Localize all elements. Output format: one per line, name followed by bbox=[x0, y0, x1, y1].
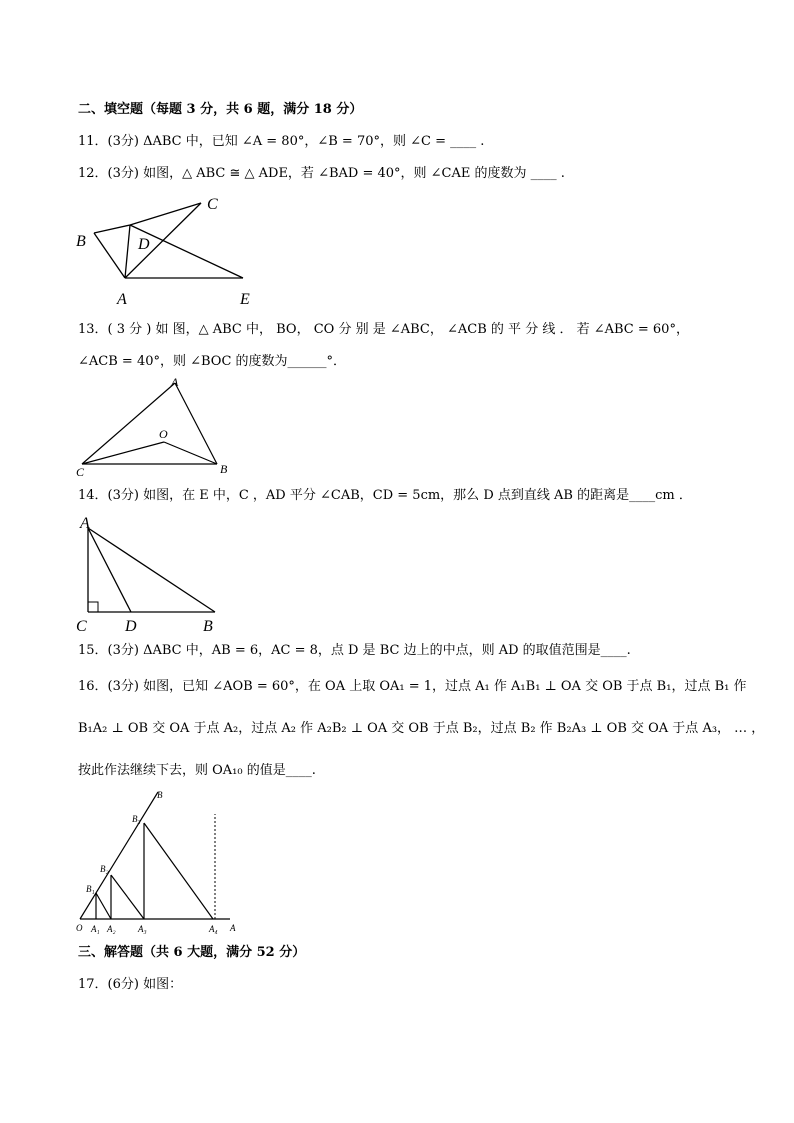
label-C: C bbox=[76, 618, 87, 635]
label-B3: B₃ bbox=[132, 814, 141, 824]
label-B2: B₂ bbox=[100, 864, 109, 874]
label-C: C bbox=[76, 465, 85, 479]
label-O: O bbox=[159, 427, 168, 441]
question-17: 17．(6分) 如图： bbox=[78, 977, 183, 992]
figure-q13 bbox=[70, 372, 240, 480]
figure-q16 bbox=[70, 786, 250, 936]
label-E: E bbox=[240, 291, 250, 308]
label-A1: A₁ bbox=[91, 924, 100, 934]
figure-q14 bbox=[70, 508, 230, 636]
label-D: D bbox=[125, 618, 137, 635]
label-B: B bbox=[157, 790, 163, 800]
label-O: O bbox=[76, 923, 83, 933]
question-12: 12．(3分) 如图，△ ABC ≅ △ ADE，若 ∠BAD = 40°，则 ∠CAE 的度数为 ____ . bbox=[78, 166, 565, 181]
label-A2: A₂ bbox=[107, 924, 116, 934]
label-D: D bbox=[138, 236, 150, 253]
label-B: B bbox=[203, 618, 213, 635]
label-A: A bbox=[117, 291, 127, 308]
label-B1: B₁ bbox=[86, 884, 95, 894]
question-16-line-3: 按此作法继续下去，则 OA₁₀ 的值是____. bbox=[78, 763, 316, 778]
question-15: 15．(3分) ΔABC 中，AB = 6，AC = 8，点 D 是 BC 边上的中点，则 AD 的取值范围是____. bbox=[78, 643, 631, 658]
figure-q12 bbox=[70, 190, 270, 310]
label-B: B bbox=[220, 462, 228, 476]
label-A: A bbox=[171, 375, 179, 389]
question-16-line-2: B₁A₂ ⊥ OB 交 OA 于点 A₂，过点 A₂ 作 A₂B₂ ⊥ OA 交 OB 于点 B₂，过点 B₂ 作 B₂A₃ ⊥ OB 交 OA 于点 A₃， … ， bbox=[78, 721, 765, 736]
question-14: 14．(3分) 如图，在 E 中，C ，AD 平分 ∠CAB，CD = 5cm，那么 D 点到直线 AB 的距离是____cm ． bbox=[78, 488, 692, 503]
label-B: B bbox=[76, 233, 86, 250]
section-3-heading: 三、解答题（共 6 大题，满分 52 分） bbox=[78, 945, 306, 960]
label-A: A bbox=[80, 515, 90, 532]
label-A4: A₄ bbox=[209, 924, 218, 934]
label-C: C bbox=[207, 196, 218, 213]
section-2-heading: 二、填空题（每题 3 分，共 6 题，满分 18 分） bbox=[78, 102, 363, 117]
label-A: A bbox=[230, 923, 236, 933]
question-11: 11．(3分) ΔABC 中，已知 ∠A = 80°，∠B = 70°，则 ∠C = ____ . bbox=[78, 134, 485, 149]
label-A3: A₃ bbox=[138, 924, 147, 934]
question-13-line-2: ∠ACB = 40°，则 ∠BOC 的度数为______°． bbox=[78, 354, 347, 369]
question-16-line-1: 16．(3分) 如图，已知 ∠AOB = 60°，在 OA 上取 OA₁ = 1，过点 A₁ 作 A₁B₁ ⊥ OA 交 OB 于点 B₁，过点 B₁ 作 bbox=[78, 679, 747, 694]
question-13-line-1: 13．( 3 分 ) 如 图，△ ABC 中， BO， CO 分 别 是 ∠ABC， ∠ACB 的 平 分 线 ． 若 ∠ABC = 60°， bbox=[78, 322, 689, 337]
